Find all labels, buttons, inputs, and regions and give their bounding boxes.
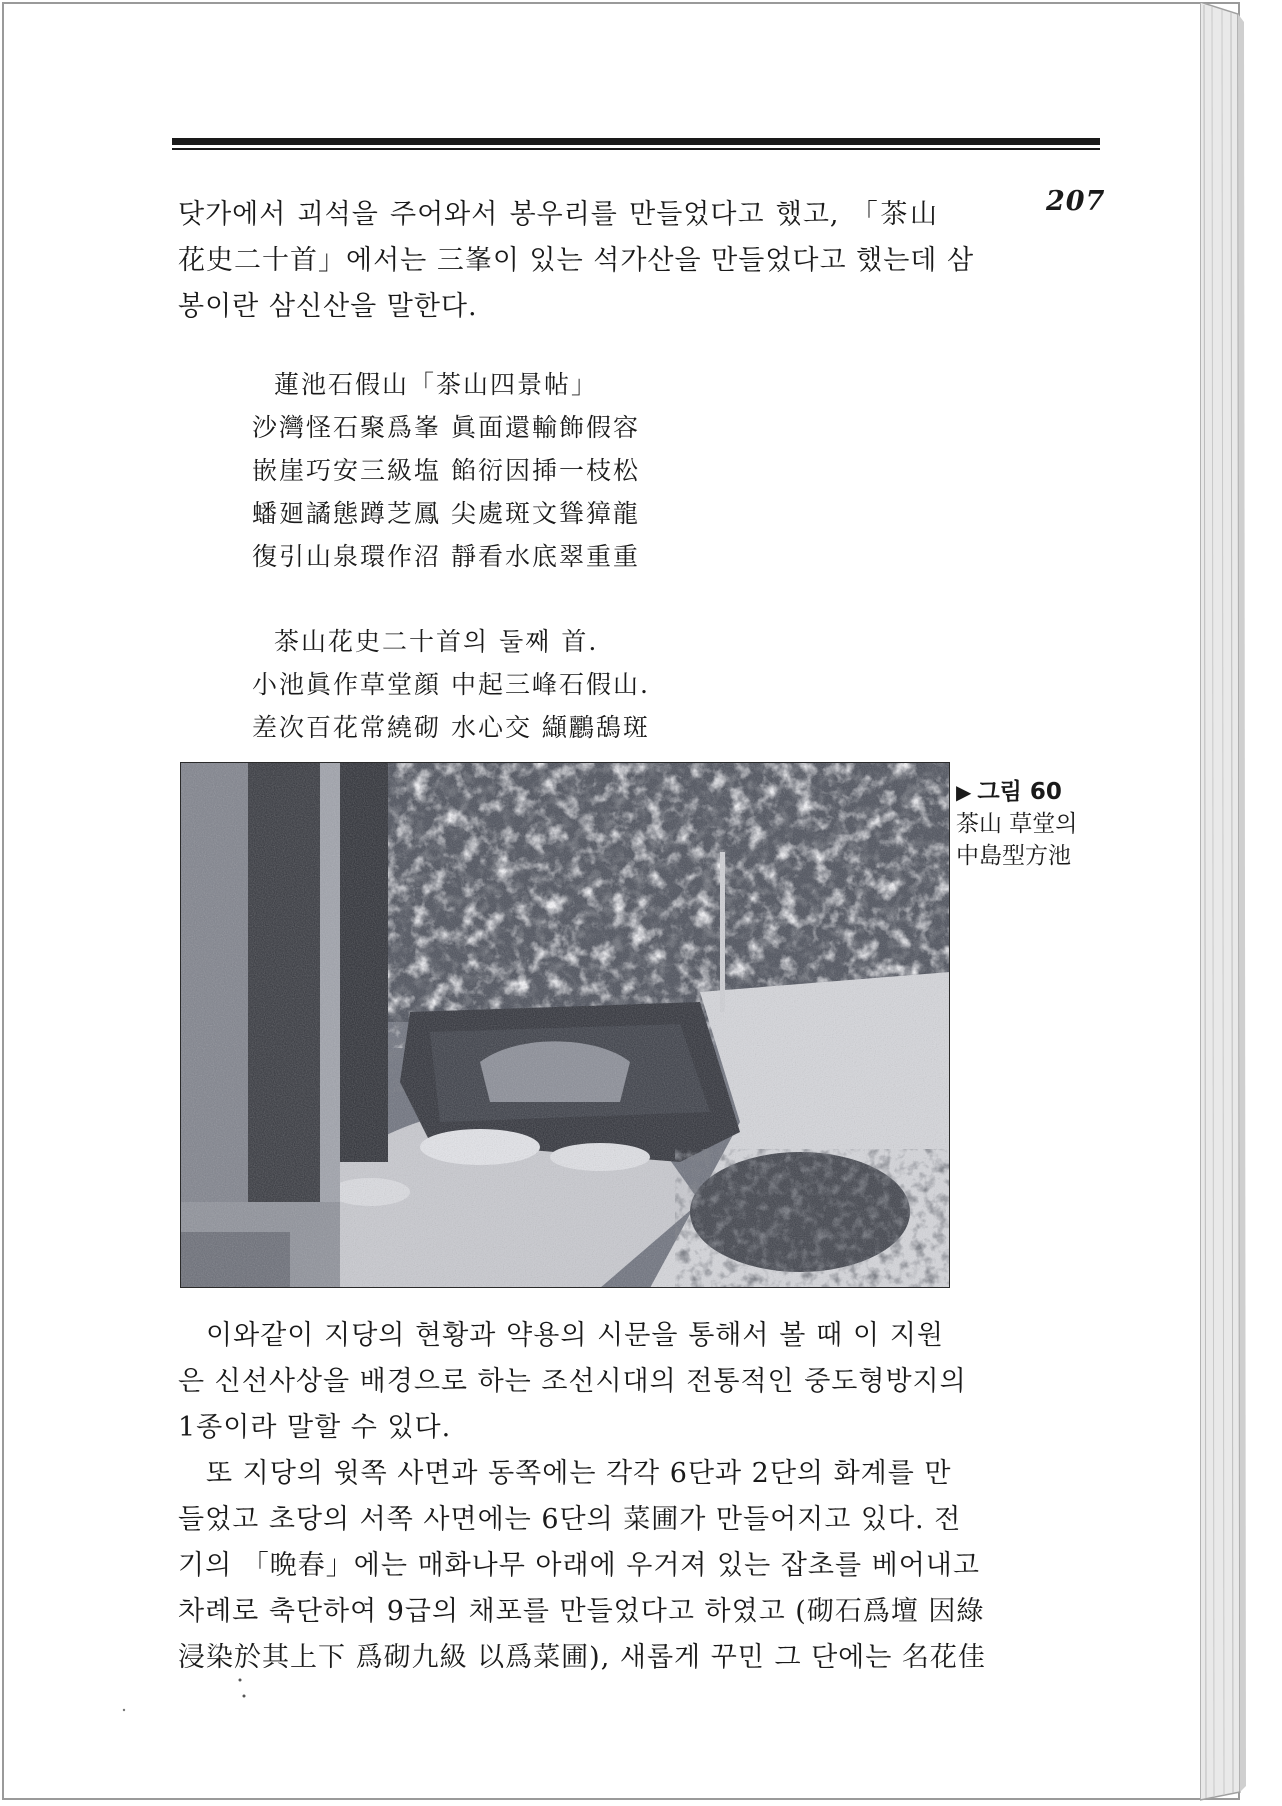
poem-line: 復引山泉環作沼 靜看水底翠重重 [252,542,640,571]
poem-line: 蟠廻譎態蹲芝鳳 尖處斑文聳獐龍 [252,499,640,528]
header-rule [172,138,1100,154]
poem-title: 茶山花史二十首의 둘째 首. [274,627,599,656]
figure-caption-line: 中島型方池 [956,843,1071,869]
intro-line: 닷가에서 괴석을 주어와서 봉우리를 만들었다고 했고, 「茶山 [178,199,938,230]
body-line: 浸染於其上下 爲砌九級 以爲菜圃), 새롭게 꾸민 그 단에는 名花佳 [178,1642,986,1673]
body-line: 또 지당의 윗쪽 사면과 동쪽에는 각각 6단과 2단의 화계를 만 [206,1458,952,1489]
scan-specks [100,1670,300,1734]
poem-line: 沙灣怪石聚爲峯 眞面還輸飾假容 [252,413,640,442]
body-line: 기의 「晩春」에는 매화나무 아래에 우거져 있는 잡초를 베어내고 [178,1550,980,1581]
intro-paragraph [178,192,975,330]
body-line: 은 신선사상을 배경으로 하는 조선시대의 전통적인 중도형방지의 [178,1366,967,1397]
body-line: 이와같이 지당의 현황과 약용의 시문을 통해서 볼 때 이 지원 [206,1320,944,1351]
page-number: 207 [1046,186,1106,217]
poem-flower-history [252,620,650,749]
right-triangle-icon: ▶ [956,780,972,804]
poem-line: 小池眞作草堂顔 中起三峰石假山. [252,670,650,699]
body-line: 1종이라 말할 수 있다. [178,1412,452,1443]
poem-line: 嵌崖巧安三級塩 餡衍因揷一枝松 [252,456,640,485]
figure-photo-pond [180,762,950,1288]
figure-caption-line: 茶山 草堂의 [956,811,1078,837]
intro-line: 花史二十首」에서는 三峯이 있는 석가산을 만들었다고 했는데 삼 [178,245,975,276]
book-page-edges [1200,2,1280,1802]
body-paragraph [178,1313,986,1681]
poem-line: 差次百花常繞砌 水心交 纈鸝鴰斑 [252,713,650,742]
poem-lotus-pond [252,363,640,578]
body-line: 차례로 축단하여 9급의 채포를 만들었다고 하였고 (砌石爲壇 因綠 [178,1596,985,1627]
intro-line: 봉이란 삼신산을 말한다. [178,291,478,322]
poem-title: 蓮池石假山「茶山四景帖」 [274,370,599,399]
figure-label: 그림 60 [977,779,1062,805]
body-line: 들었고 초당의 서쪽 사면에는 6단의 菜圃가 만들어지고 있다. 전 [178,1504,962,1535]
figure-caption [956,776,1078,872]
